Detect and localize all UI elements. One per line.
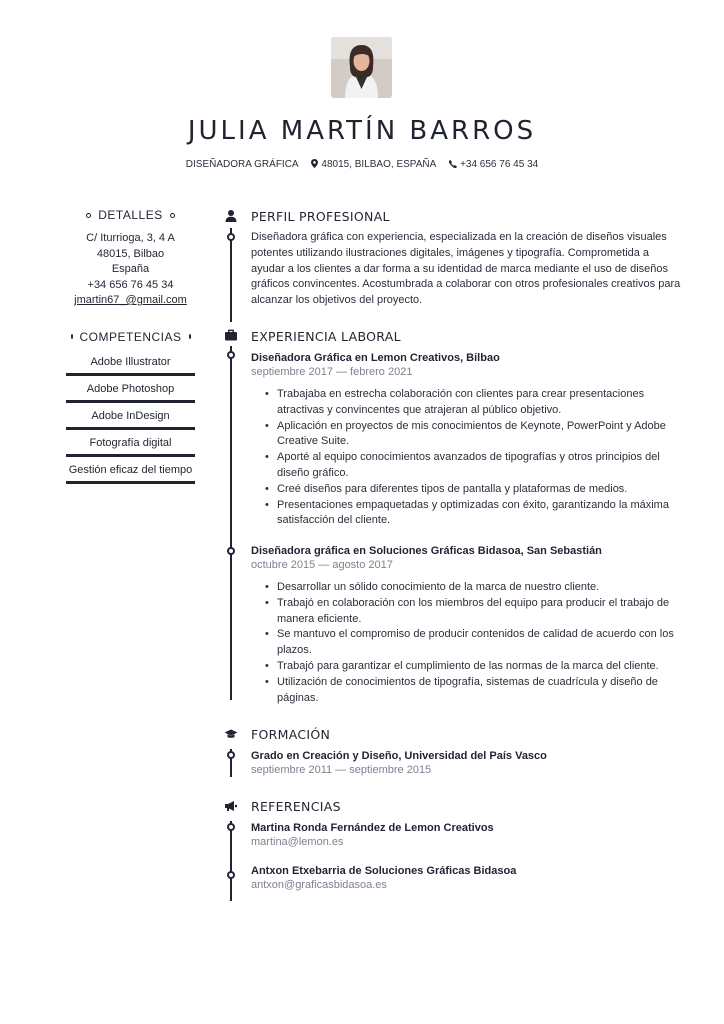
list-item: • Trabajó para garantizar el cumplimiento de las normas de la marca del cliente. [265,659,681,675]
timeline-dot [227,351,235,359]
reference-entry [251,865,681,891]
list-item: • Aporté al equipo conocimientos avanzados de tipografías y otros principios del diseño gráfico. [265,450,681,482]
timeline-line [230,821,232,901]
details-title: DETALLES [98,208,163,222]
list-item: • Trabajaba en estrecha colaboración con clientes para crear presentaciones atractivas y convincentes que atrajeran al público objetivo. [265,387,681,419]
list-item: • Aplicación en proyectos de mis conocimientos de Keynote, PowerPoint y Adobe Creative Suite. [265,419,681,451]
list-item: • Utilización de conocimientos de tipografía, sistemas de cuadrícula y diseño de páginas. [265,675,681,707]
experience-section [251,329,681,529]
details-phone: +34 656 76 45 34 [87,278,174,291]
person-icon [224,209,238,223]
profile-photo [331,37,392,98]
phone-icon [449,160,457,168]
reference-contact[interactable]: antxon@graficasbidasoa.es [251,879,387,891]
degree-title: Grado en Creación y Diseño, Universidad del País Vasco [251,750,547,762]
country: España [111,263,150,275]
skill-item: Fotografía digital [66,430,195,457]
timeline-dot [227,823,235,831]
job-bullets [265,387,681,529]
skill-item: Gestión eficaz del tiempo [66,457,195,484]
profile-section [251,209,681,309]
details-block [66,231,195,309]
references-title: REFERENCIAS [251,799,341,814]
location-text: 48015, BILBAO, ESPAÑA [321,159,437,170]
circle-icon [86,213,91,218]
reference-contact[interactable]: martina@lemon.es [251,836,344,848]
profile-title: PERFIL PROFESIONAL [251,209,390,224]
circle-icon [71,334,73,339]
job-bullets [265,580,681,706]
timeline-line [230,228,232,322]
job-title: DISEÑADORA GRÁFICA [185,159,299,170]
job-title: Diseñadora Gráfica en Lemon Creativos, Bilbao [251,352,500,364]
experience-title: EXPERIENCIA LABORAL [251,329,401,344]
phone [449,159,538,170]
job-entry [251,352,681,529]
reference-entry [251,822,681,848]
address-line1: C/ Iturrioga, 3, 4 A [86,232,175,244]
skills-heading [66,329,195,345]
list-item: • Desarrollar un sólido conocimiento de la marca de nuestro cliente. [265,580,681,596]
reference-name: Martina Ronda Fernández de Lemon Creativos [251,822,494,834]
phone-text: +34 656 76 45 34 [460,159,539,170]
list-item: • Trabajó en colaboración con los miembros del equipo para producir el trabajo de manera eficiente. [265,596,681,628]
circle-icon [189,334,191,339]
skill-item: Adobe Photoshop [66,376,195,403]
location [311,159,436,170]
left-column [66,207,195,484]
skills-list [66,349,195,484]
list-item: • Se mantuvo el compromiso de producir contenidos de calidad de acuerdo con los plazos. [265,627,681,659]
list-item: • Creé diseños para diferentes tipos de pantalla y plataformas de medios. [265,482,681,498]
address-line2: 48015, Bilbao [96,247,165,260]
reference-name: Antxon Etxebarria de Soluciones Gráficas Bidasoa [251,865,517,877]
timeline-dot [227,547,235,555]
briefcase-icon [224,328,238,342]
education-title: FORMACIÓN [251,727,331,742]
references-section [251,799,681,891]
graduation-cap-icon [224,727,238,741]
contact-line [0,159,724,170]
education-section [251,727,681,776]
list-item: • Presentaciones empaquetadas y optimizadas con éxito, garantizando la máxima satisfacción del cliente. [265,498,681,530]
skill-item: Adobe Illustrator [66,349,195,376]
candidate-name: JULIA MARTÍN BARROS [187,116,537,146]
skill-item: Adobe InDesign [66,403,195,430]
profile-text: Diseñadora gráfica con experiencia, especializada en la creación de diseños visuales potentes utilizando ilustraciones digitales, imágenes y tipografía. Comprometida a ayudar a los clientes a dar forma a su identidad de marca mediante el uso de diseños gráficos convincentes. Acostumbrada a colaborar con otros profesionales creativos para alcanzar los objetivos del proyecto. [251,231,681,307]
timeline-dot [227,871,235,879]
email-link[interactable]: jmartin67_@gmail.com [74,294,187,306]
job-entry [251,545,681,706]
skills-title: COMPETENCIAS [79,329,182,344]
job-title: Diseñadora gráfica en Soluciones Gráficas Bidasoa, San Sebastián [251,545,602,557]
map-pin-icon [311,159,318,168]
education-dates: septiembre 2011 — septiembre 2015 [251,764,432,776]
job-dates: octubre 2015 — agosto 2017 [251,559,393,571]
circle-icon [170,213,175,218]
job-dates: septiembre 2017 — febrero 2021 [251,366,413,378]
megaphone-icon [224,799,238,813]
timeline-dot [227,751,235,759]
timeline-line [230,346,232,700]
details-heading [66,207,195,223]
timeline-dot [227,233,235,241]
